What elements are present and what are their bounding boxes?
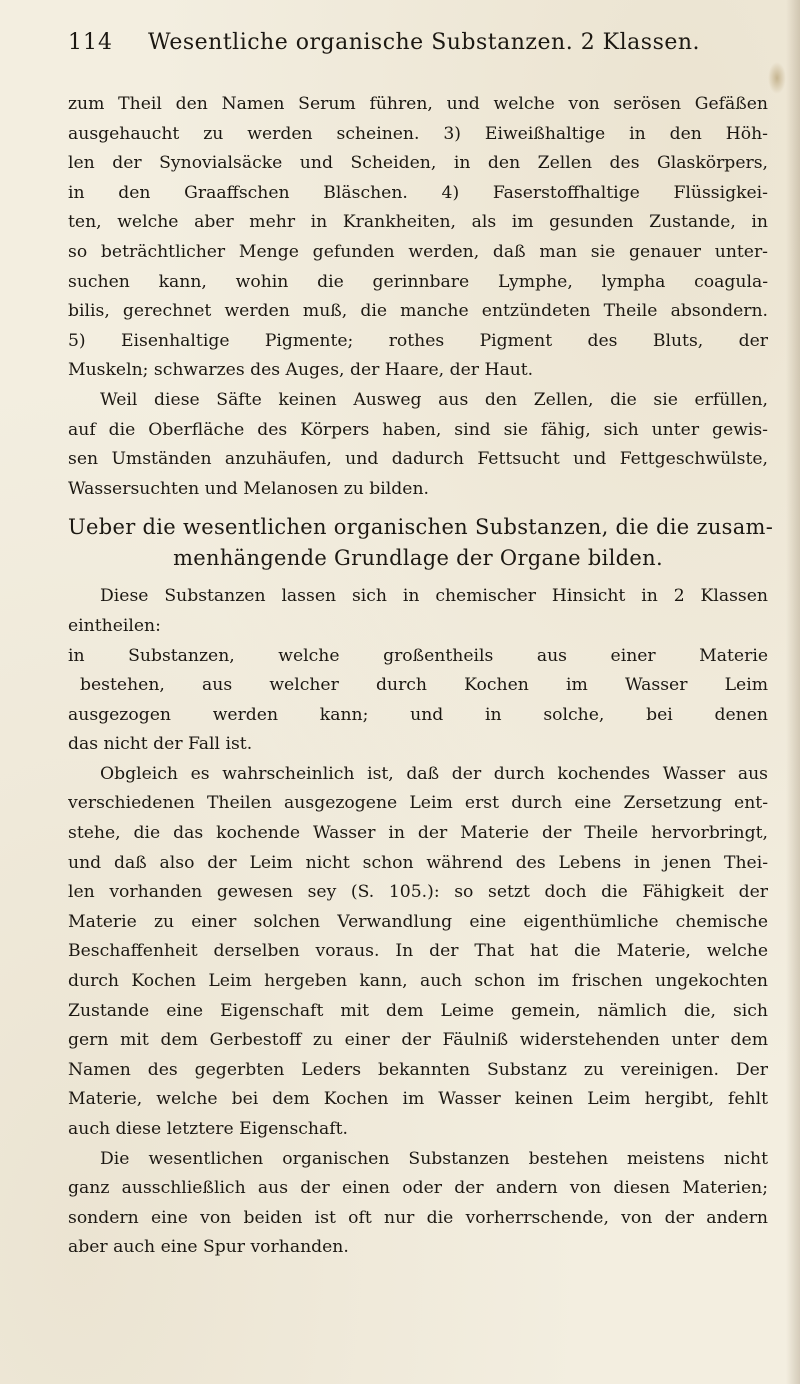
page-number: 114 bbox=[68, 30, 113, 55]
page-stain bbox=[768, 62, 786, 94]
text-line: zum Theil den Namen Serum führen, und welche von serösen Gefäßen bbox=[68, 94, 768, 114]
text-line: stehe, die das kochende Wasser in der Materie der Theile hervorbringt, bbox=[68, 823, 768, 844]
text-line: verschiedenen Theilen ausgezogene Leim erst durch eine Zersetzung ent- bbox=[68, 793, 768, 814]
text-line: auch diese letztere Eigenschaft. bbox=[68, 1119, 348, 1139]
text-line: 5) Eisenhaltige Pigmente; rothes Pigment des Bluts, der bbox=[68, 330, 768, 351]
section-heading-line: Ueber die wesentlichen organischen Substanzen, die die zusam- bbox=[68, 515, 774, 540]
running-title: Wesentliche organische Substanzen. 2 Klassen. bbox=[148, 30, 701, 55]
text-line: sen Umständen anzuhäufen, und dadurch Fettsucht und Fettgeschwülste, bbox=[68, 449, 768, 470]
text-line: Obgleich es wahrscheinlich ist, daß der durch kochendes Wasser aus bbox=[100, 763, 768, 784]
text-line: Wassersuchten und Melanosen zu bilden. bbox=[68, 478, 429, 499]
body-text bbox=[68, 90, 774, 1263]
text-line: so beträchtlicher Menge gefunden werden, daß man sie genauer unter- bbox=[68, 241, 768, 262]
text-line: ausgezogen werden kann; und in solche, bei denen bbox=[68, 704, 768, 725]
text-line: das nicht der Fall ist. bbox=[68, 734, 253, 755]
text-line: suchen kann, wohin die gerinnbare Lymphe, lympha coagula- bbox=[68, 271, 768, 292]
text-line: ganz ausschließlich aus der einen oder der andern von diesen Materien; bbox=[68, 1178, 768, 1199]
text-line: ausgehaucht zu werden scheinen. 3) Eiweißhaltige in den Höh- bbox=[68, 123, 768, 144]
section-heading-line: menhängende Grundlage der Organe bilden. bbox=[173, 546, 663, 571]
text-line: Zustande eine Eigenschaft mit dem Leime gemein, nämlich die, sich bbox=[68, 1000, 768, 1021]
text-line: Materie zu einer solchen Verwandlung eine eigenthümliche chemische bbox=[68, 911, 768, 932]
text-line: auf die Oberfläche des Körpers haben, sind sie fähig, sich unter gewis- bbox=[68, 419, 768, 440]
paragraph-4 bbox=[68, 1145, 768, 1263]
text-line: bilis, gerechnet werden muß, die manche entzündeten Theile absondern. bbox=[68, 301, 768, 322]
page-header bbox=[68, 30, 768, 66]
text-line: Die wesentlichen organischen Substanzen bestehen meistens nicht bbox=[100, 1148, 768, 1169]
text-line: sondern eine von beiden ist oft nur die vorherrschende, von der andern bbox=[68, 1207, 768, 1228]
text-line: Weil diese Säfte keinen Ausweg aus den Zellen, die sie erfüllen, bbox=[100, 389, 768, 410]
text-line: eintheilen: bbox=[68, 615, 161, 636]
paragraph-2 bbox=[68, 582, 768, 760]
paragraph-1 bbox=[68, 90, 768, 504]
text-line: ten, welche aber mehr in Krankheiten, als im gesunden Zustande, in bbox=[68, 212, 768, 233]
text-line: Muskeln; schwarzes des Auges, der Haare, der Haut. bbox=[68, 360, 534, 381]
text-line: und daß also der Leim nicht schon während des Lebens in jenen Thei- bbox=[68, 852, 768, 873]
text-line: gern mit dem Gerbestoff zu einer der Fäulniß widerstehenden unter dem bbox=[68, 1030, 768, 1051]
text-line: durch Kochen Leim hergeben kann, auch schon im frischen ungekochten bbox=[68, 971, 768, 992]
text-line: Materie, welche bei dem Kochen im Wasser keinen Leim hergibt, fehlt bbox=[68, 1089, 768, 1110]
text-line: len vorhanden gewesen sey (S. 105.): so setzt doch die Fähigkeit der bbox=[68, 882, 768, 903]
text-line: in den Graaffschen Bläschen. 4) Faserstoffhaltige Flüssigkei- bbox=[68, 182, 768, 203]
text-line: bestehen, aus welcher durch Kochen im Wasser Leim bbox=[80, 675, 768, 696]
text-line: Beschaffenheit derselben voraus. In der That hat die Materie, welche bbox=[68, 941, 768, 962]
text-line: len der Synovialsäcke und Scheiden, in den Zellen des Glaskörpers, bbox=[68, 153, 768, 174]
text-line: in Substanzen, welche großentheils aus einer Materie bbox=[68, 645, 768, 666]
paragraph-3 bbox=[68, 760, 768, 1145]
text-line: aber auch eine Spur vorhanden. bbox=[68, 1237, 349, 1258]
section-heading bbox=[68, 512, 774, 574]
text-line: Namen des gegerbten Leders bekannten Substanz zu vereinigen. Der bbox=[68, 1059, 768, 1080]
text-line: Diese Substanzen lassen sich in chemischer Hinsicht in 2 Klassen bbox=[100, 586, 768, 607]
page-edge-shadow bbox=[786, 0, 800, 1384]
